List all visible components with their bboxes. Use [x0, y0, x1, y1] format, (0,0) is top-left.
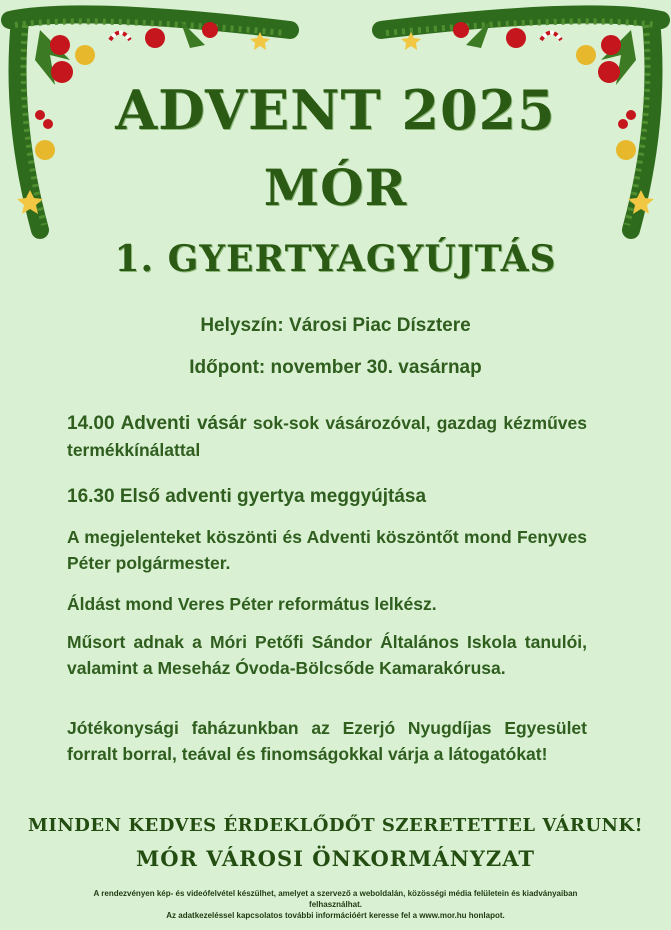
event-location: Helyszín: Városi Piac Dísztere [200, 315, 471, 336]
program-item-market [67, 410, 587, 463]
footer-line-2: Az adatkezeléssel kapcsolatos további információért keresse fel a www.mor.hu honlapot. [166, 911, 505, 920]
program-greeting: A megjelenteket köszönti és Adventi köszöntőt mond Fenyves Péter polgármester. [67, 527, 587, 573]
title-advent-year: ADVENT 2025 [115, 78, 556, 142]
title-candle-lighting: 1. GYERTYAGYÚJTÁS [114, 238, 557, 280]
organizer-name: MÓR VÁROSI ÖNKORMÁNYZAT [135, 846, 536, 871]
footer-disclaimer [70, 888, 601, 921]
program-item-candle: 16.30 Első adventi gyertya meggyújtása [67, 486, 427, 507]
program-charity: Jótékonysági faházunkban az Ezerjó Nyugdíjas Egyesület forralt borral, teával és finomságokkal várja a látogatókat! [67, 718, 587, 764]
program-blessing: Áldást mond Veres Péter református lelkész. [67, 594, 437, 614]
title-town: MÓR [263, 158, 408, 217]
program-item-market-desc: sok-sok vásározóval, gazdag kézműves termékkínálattal [67, 413, 587, 460]
closing-invitation: MINDEN KEDVES ÉRDEKLŐDŐT SZERETETTEL VÁRUNK! [27, 815, 644, 836]
event-time: Időpont: november 30. vasárnap [189, 357, 482, 378]
program-item-market-title: 14.00 Adventi vásár [67, 413, 247, 434]
program-performance: Műsort adnak a Móri Petőfi Sándor Általános Iskola tanulói, valamint a Meseház Óvoda-Bölcsőde Kamarakórusa. [67, 632, 587, 678]
footer-line-1: A rendezvényen kép- és videófelvétel készülhet, amelyet a szervező a weboldalán, közösségi média felületein és kiadványaiban felhasználhat. [93, 889, 578, 909]
